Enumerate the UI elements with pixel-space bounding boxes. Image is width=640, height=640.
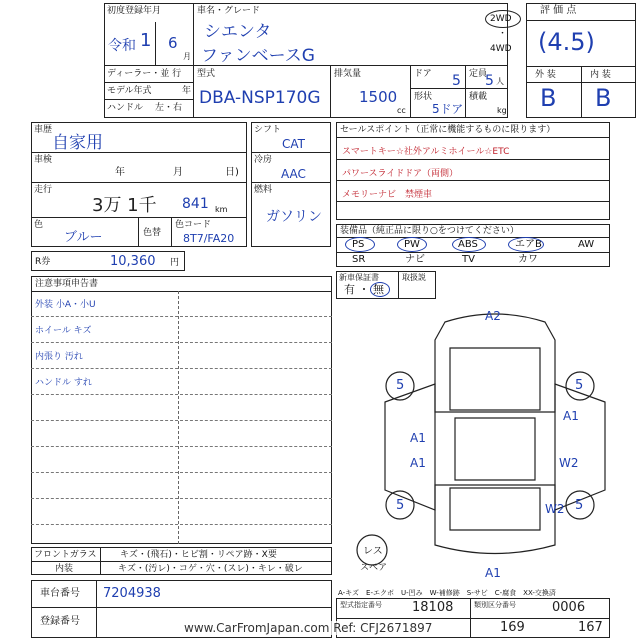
car-name: シエンタ xyxy=(204,22,272,42)
color-code-label: 色コード xyxy=(175,220,212,230)
watermark: www.CarFromJapan.com Ref: CFJ2671897 xyxy=(184,621,433,635)
doors: 5 xyxy=(452,73,461,89)
shape-label: 形状 xyxy=(414,92,433,102)
month-unit: 月 xyxy=(183,52,191,61)
eval-label: 評 価 点 xyxy=(540,5,577,16)
frame-no: 7204938 xyxy=(103,586,161,601)
type-approval: 18108 xyxy=(412,600,454,615)
equip-airbag: エアB xyxy=(515,239,542,250)
mark-right-side-1: A1 xyxy=(563,409,579,423)
damage-legend: A-キズ E-エクボ U-凹み W-補修跡 S-サビ C-腐食 XX-交換済 xyxy=(338,589,556,597)
interior-cond-label: 内装 xyxy=(55,564,74,574)
insp-month-unit: 月 xyxy=(173,167,183,178)
sales-point-2: パワースライドドア（両側） xyxy=(342,169,459,179)
spare-tire-note: レス xyxy=(363,546,383,557)
sales-points-label: セールスポイント（正常に機能するものに限ります） xyxy=(340,125,556,135)
capacity-label: 定員 xyxy=(469,69,488,79)
color-label: 色 xyxy=(34,220,44,230)
recycle-unit: 円 xyxy=(170,258,180,268)
car-damage-diagram xyxy=(345,300,610,585)
warranty-value: 有 ・ 無 xyxy=(344,283,384,296)
equip-navi: ナビ xyxy=(405,254,425,265)
warranty-none-circle xyxy=(370,282,390,297)
recycle-box xyxy=(31,251,185,271)
equip-airbag-circle xyxy=(508,237,544,252)
ac-label: 冷房 xyxy=(254,155,273,165)
load-unit: kg xyxy=(497,106,507,115)
mark-right-rear: W2 xyxy=(545,502,565,516)
displacement-unit: cc xyxy=(397,106,406,115)
displacement-label: 排気量 xyxy=(334,69,362,79)
exterior-label: 外 装 xyxy=(535,70,556,80)
recycle-value: 10,360 xyxy=(110,254,156,269)
mark-left-rear-wheel: 5 xyxy=(396,498,405,513)
mark-right-front-wheel: 5 xyxy=(575,378,584,393)
front-glass-label: フロントガラス xyxy=(34,550,97,560)
note-line-1: 外装 小A・小U xyxy=(35,300,96,310)
mileage-written: 3万 1千 xyxy=(92,195,157,216)
reg-no-label: 登録番号 xyxy=(40,616,80,627)
drive-sep: ・ xyxy=(498,29,508,39)
capacity-unit: 人 xyxy=(496,77,504,86)
shift: CAT xyxy=(282,137,305,151)
first-reg-year: 1 xyxy=(140,30,152,51)
drive-4wd: 4WD xyxy=(490,44,512,54)
color-code: 8T7/FA20 xyxy=(183,232,235,245)
displacement: 1500 xyxy=(359,88,398,106)
equip-abs: ABS xyxy=(458,239,478,250)
mileage-digits: 841 xyxy=(182,196,209,212)
first-reg-label: 初度登録年月 xyxy=(107,6,162,16)
handle-value: 左・右 xyxy=(155,103,183,113)
warranty-label: 新車保証書 xyxy=(339,273,379,282)
color-value: ブルー xyxy=(64,230,103,245)
vehicle-history-label: 車歴 xyxy=(34,125,53,135)
frame-no-label: 車台番号 xyxy=(40,588,80,599)
mark-left-mid-1: A1 xyxy=(410,431,426,445)
model-label: 型式 xyxy=(197,69,216,79)
vehicle-history: 自家用 xyxy=(52,133,103,153)
spare-label: スペア xyxy=(360,563,388,573)
mark-front: A2 xyxy=(485,309,501,323)
type-approval-label: 型式指定番号 xyxy=(340,601,382,609)
first-reg-month: 6 xyxy=(168,34,178,52)
mark-left-front-wheel: 5 xyxy=(396,378,405,393)
mark-left-mid-2: A1 xyxy=(410,456,426,470)
height: 167 xyxy=(578,620,603,635)
equip-ps-circle xyxy=(345,237,375,252)
equip-pw-circle xyxy=(397,237,427,252)
equip-sr: SR xyxy=(352,254,366,265)
note-line-2: ホイール キズ xyxy=(35,326,92,336)
insp-year-unit: 年 xyxy=(115,167,125,178)
load-label: 積載 xyxy=(469,92,488,102)
sales-point-3: メモリーナビ 禁煙車 xyxy=(342,190,433,200)
eval-score: (4.5) xyxy=(538,28,595,56)
equip-tv: TV xyxy=(462,254,475,265)
note-line-3: 内張り 汚れ xyxy=(35,352,83,362)
equip-abs-circle xyxy=(452,237,486,252)
fuel-label: 燃料 xyxy=(254,185,273,195)
dealer-label: ディーラー・並 行 xyxy=(107,69,182,79)
shift-label: シフト xyxy=(254,125,282,135)
note-line-4: ハンドル すれ xyxy=(35,378,92,388)
category: 0006 xyxy=(552,600,586,615)
insp-day-unit: 日) xyxy=(225,167,239,178)
mark-right-side-2: W2 xyxy=(559,456,579,470)
mileage-label: 走行 xyxy=(34,185,53,195)
model-year-label: モデル年式 xyxy=(107,86,152,96)
equipment-label: 装備品（純正品に限り○をつけてください） xyxy=(340,226,519,236)
equip-aw: AW xyxy=(578,239,595,250)
doors-label: ドア xyxy=(414,69,432,79)
front-glass-options: キズ・(飛石)・ヒビ割・リペア跡・X要 xyxy=(120,550,277,560)
category-label: 類別区分番号 xyxy=(474,601,516,609)
inspection-label: 車検 xyxy=(34,155,53,165)
equip-leather: カワ xyxy=(518,254,538,265)
exterior-grade: B xyxy=(540,84,557,112)
mark-rear: A1 xyxy=(485,566,501,580)
capacity: 5 xyxy=(485,73,494,89)
car-grade: ファンベースG xyxy=(201,46,315,66)
drive-2wd: 2WD xyxy=(490,14,512,24)
model-year-unit: 年 xyxy=(182,86,192,96)
color-swap-label: 色替 xyxy=(143,228,162,238)
notes-label: 注意事項申告書 xyxy=(35,279,99,289)
model-code: DBA-NSP170G xyxy=(199,88,321,108)
sales-point-1: スマートキー☆社外アルミホイール☆ETC xyxy=(342,147,510,157)
length: 169 xyxy=(500,620,525,635)
mileage-unit: km xyxy=(215,205,228,214)
mark-right-rear-wheel: 5 xyxy=(575,498,584,513)
interior-label: 内 装 xyxy=(590,70,611,80)
shape: 5ドア xyxy=(432,102,464,116)
carname-label: 車名・グレード xyxy=(197,6,261,16)
first-reg-era: 令和 xyxy=(108,38,136,54)
ac: AAC xyxy=(281,167,306,181)
equip-pw: PW xyxy=(404,239,420,250)
handle-label: ハンドル xyxy=(107,103,144,113)
fuel: ガソリン xyxy=(266,209,322,225)
recycle-label: R券 xyxy=(35,257,51,267)
owner-manual-label: 取扱説 xyxy=(402,273,426,282)
equip-ps: PS xyxy=(352,239,365,250)
interior-options: キズ・(汚レ)・コゲ・穴・(スレ)・キレ・破レ xyxy=(118,564,303,574)
interior-grade: B xyxy=(595,84,612,112)
